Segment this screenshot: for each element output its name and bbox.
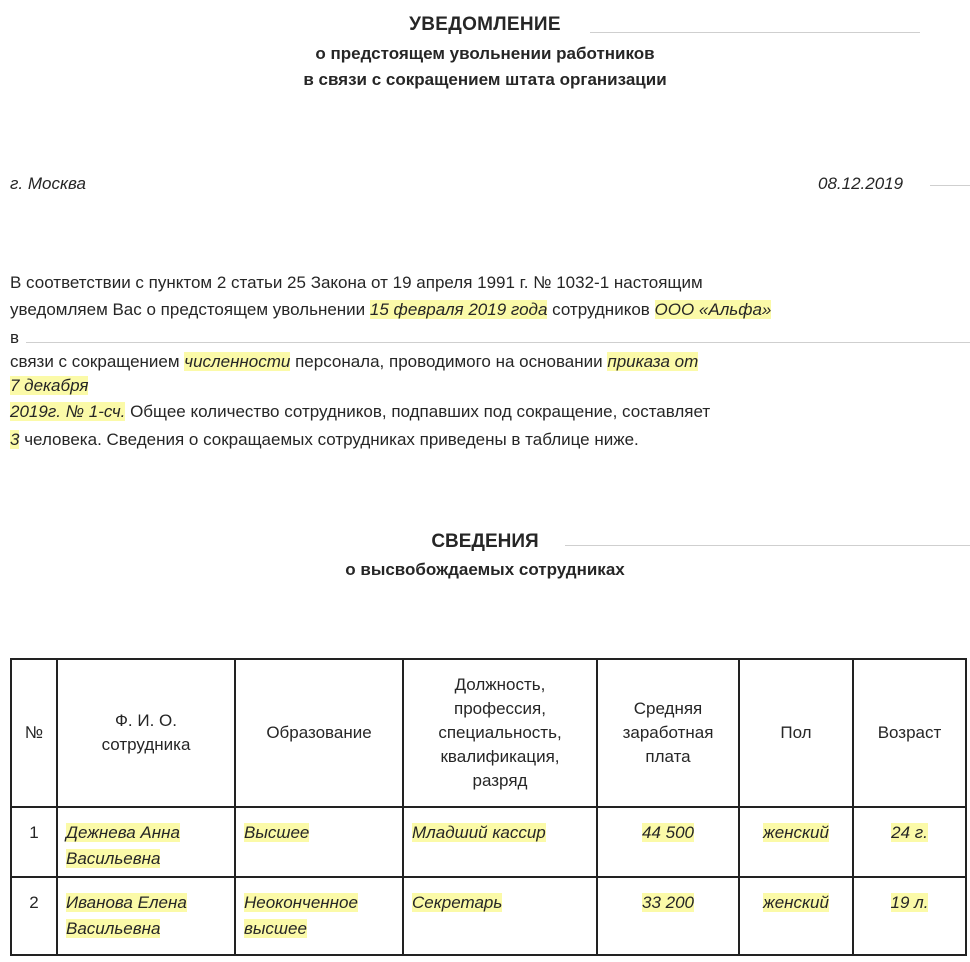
company-name: ООО «Альфа» (654, 300, 772, 319)
col-age-header: Возраст (853, 659, 966, 807)
info-rule (565, 545, 970, 546)
col-salary-header: Средняя заработная плата (597, 659, 739, 807)
employees-table (10, 658, 967, 956)
col-position-header: Должность, профессия, специальность, квалификация, разряд (403, 659, 597, 807)
col-sex-header: Пол (739, 659, 853, 807)
cell-age: 24 г. (853, 807, 966, 877)
city: г. Москва (10, 174, 86, 193)
date-rule (930, 185, 970, 186)
col-education-header: Образование (235, 659, 403, 807)
body-line-6: 2019г. № 1-сч. Общее количество сотрудников, подпавших под сокращение, составляет (10, 402, 711, 421)
info-title: СВЕДЕНИЯ (431, 531, 539, 552)
body-line-4: связи с сокращением численности персонала, проводимого на основании приказа от (10, 352, 699, 371)
body-line-2: уведомляем Вас о предстоящем увольнении 15 февраля 2019 года сотрудников ООО «Альфа» (10, 300, 772, 319)
table-header-row (11, 659, 966, 807)
cell-position: Младший кассир (403, 807, 597, 877)
table-row (11, 877, 966, 955)
cell-sex: женский (739, 877, 853, 955)
info-subtitle: о высвобождаемых сотрудниках (345, 560, 625, 579)
title-rule (590, 32, 920, 33)
cell-salary: 44 500 (597, 807, 739, 877)
cell-num: 1 (11, 807, 57, 877)
reduction-type: численности (184, 352, 291, 371)
paragraph-rule (26, 342, 970, 343)
cell-num: 2 (11, 877, 57, 955)
employee-count: 3 (10, 430, 20, 449)
table-row (11, 807, 966, 877)
cell-fio: Иванова Елена Васильевна (57, 877, 235, 955)
body-line-7: 3 человека. Сведения о сокращаемых сотрудниках приведены в таблице ниже. (10, 430, 639, 449)
document-title: УВЕДОМЛЕНИЕ (409, 14, 561, 35)
body-line-5 (10, 376, 88, 396)
cell-education: Высшее (235, 807, 403, 877)
cell-age: 19 л. (853, 877, 966, 955)
cell-sex: женский (739, 807, 853, 877)
order-ref-part1: приказа от (607, 352, 699, 371)
document-subtitle-line2: в связи с сокращением штата организации (303, 70, 667, 89)
dismissal-date: 15 февраля 2019 года (369, 300, 548, 319)
cell-salary: 33 200 (597, 877, 739, 955)
document-date: 08.12.2019 (818, 174, 904, 193)
order-date: 7 декабря (10, 376, 89, 395)
cell-fio: Дежнева Анна Васильевна (57, 807, 235, 877)
body-line-3: в (10, 328, 20, 347)
cell-position: Секретарь (403, 877, 597, 955)
body-line-1: В соответствии с пунктом 2 статьи 25 Закона от 19 апреля 1991 г. № 1032-1 настоящим (10, 273, 703, 292)
document-subtitle-line1: о предстоящем увольнении работников (315, 44, 655, 63)
cell-education: Неоконченное высшее (235, 877, 403, 955)
col-fio-header: Ф. И. О. сотрудника (57, 659, 235, 807)
col-num-header: № (11, 659, 57, 807)
order-number: 2019г. № 1-сч. (10, 402, 126, 421)
